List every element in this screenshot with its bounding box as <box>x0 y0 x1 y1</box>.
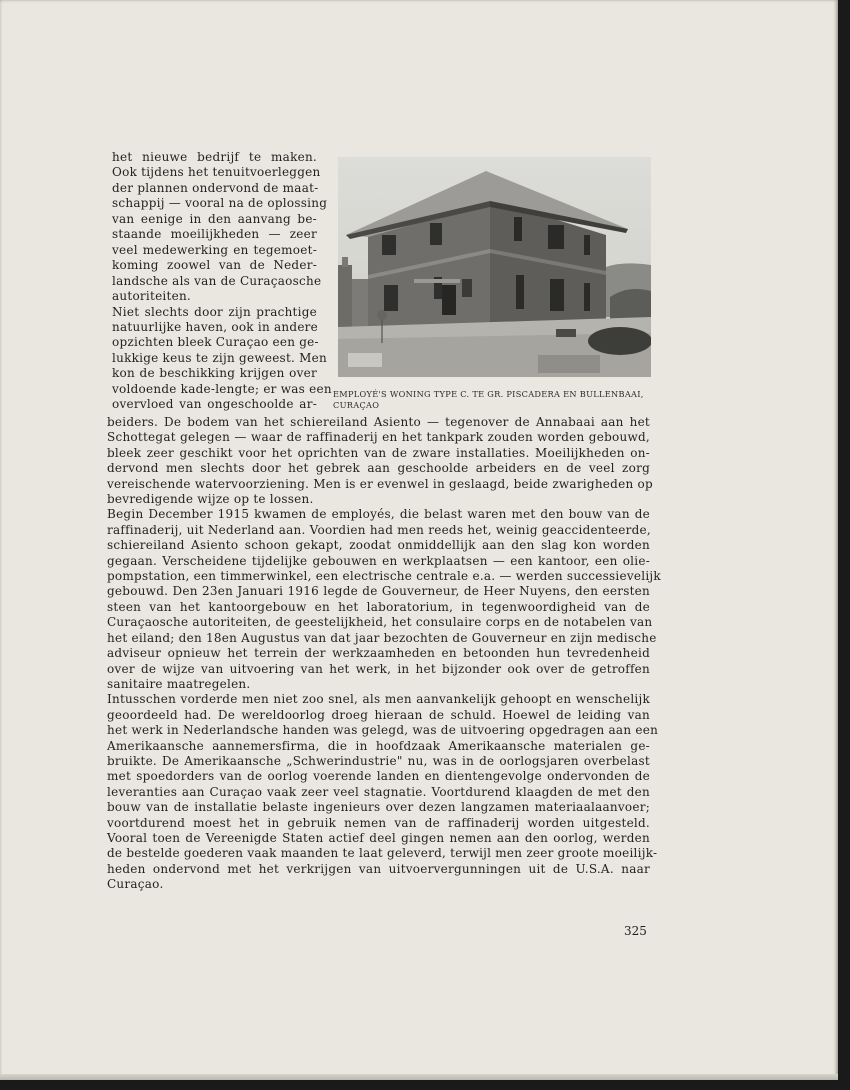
text-line: bouw van de installatie belaste ingenieurs over dezen langzamen materiaalaanvoer; <box>107 800 650 815</box>
text-line: leveranties aan Curaçao vaak zeer veel stagnatie. Voortdurend klaagden de met den <box>107 784 650 799</box>
body-paragraphs <box>107 415 661 893</box>
text-line: raffinaderij, uit Nederland aan. Voordien had men reeds het, weinig geaccidenteerde, <box>107 522 651 537</box>
text-line: beiders. De bodem van het schiereiland Asiento — tegenover de Annabaai aan het <box>107 415 650 429</box>
text-line: de bestelde goederen vaak maanden te laat geleverd, terwijl men zeer groote moeilijk- <box>107 846 658 861</box>
house-photograph <box>338 157 651 377</box>
text-line: van eenige in den aanvang be- <box>112 211 317 226</box>
text-line: bruikte. De Amerikaansche „Schwerindustrie" nu, was in de oorlogsjaren overbelast <box>107 753 650 768</box>
caption-line: EMPLOYÉ'S WONING TYPE C. TE GR. PISCADERA EN BULLENBAAI, <box>333 389 644 399</box>
photo-caption <box>333 389 653 410</box>
text-line: over de wijze van uitvoering van het werk, in het bijzonder ook over de getroffen <box>107 661 650 676</box>
text-line: koming zoowel van de Neder- <box>112 258 317 273</box>
text-line: het werk in Nederlandsche handen was gelegd, was de uitvoering opgedragen aan een <box>107 723 659 738</box>
text-line: het nieuwe bedrijf te maken. <box>112 150 317 164</box>
text-line: Ook tijdens het tenuitvoerleggen <box>112 165 321 180</box>
text-line: Begin December 1915 kwamen de employés, die belast waren met den bouw van de <box>107 507 650 522</box>
text-line: kon de beschikking krijgen over <box>112 366 317 381</box>
text-line: opzichten bleek Curaçao een ge- <box>112 335 319 350</box>
text-line: schappij — vooral na de oplossing <box>112 196 328 211</box>
text-line: bleek zeer geschikt voor het oprichten van de zware installaties. Moeilijkheden on- <box>107 445 650 460</box>
text-line: Intusschen vorderde men niet zoo snel, als men aanvankelijk gehoopt en wenschelijk <box>107 692 650 707</box>
text-line: geoordeeld had. De wereldoorlog droeg hieraan de schuld. Hoewel de leiding van <box>107 707 650 722</box>
text-line: Niet slechts door zijn prachtige <box>112 304 317 319</box>
text-line: bevredigende wijze op te lossen. <box>107 492 314 507</box>
text-line: schiereiland Asiento schoon gekapt, zoodat onmiddellijk aan den slag kon worden <box>107 538 650 553</box>
text-line: het eiland; den 18en Augustus van dat jaar bezochten de Gouverneur en zijn medische <box>107 630 657 645</box>
text-line: autoriteiten. <box>112 289 191 304</box>
text-line: dervond men slechts door het gebrek aan geschoolde arbeiders en de veel zorg <box>107 461 650 476</box>
text-line: landsche als van de Curaçaosche <box>112 273 322 288</box>
text-line: adviseur opnieuw het terrein der werkzaamheden en betoonden hun tevredenheid <box>107 646 650 661</box>
text-line: gegaan. Verscheidene tijdelijke gebouwen en werkplaatsen — een kantoor, een olie- <box>107 553 650 568</box>
text-line: Curaçaosche autoriteiten, de geestelijkheid, het consulaire corps en de notabelen van <box>107 615 653 630</box>
text-line: Curaçao. <box>107 877 164 892</box>
text-line: Schottegat gelegen — waar de raffinaderij en het tankpark zouden worden gebouwd, <box>107 430 650 445</box>
text-line: met spoedorders van de oorlog voerende landen en dientengevolge ondervonden de <box>107 769 650 784</box>
text-line: voldoende kade-lengte; er was een <box>112 381 332 396</box>
text-line: staande moeilijkheden — zeer <box>112 227 317 242</box>
text-line: overvloed van ongeschoolde ar- <box>112 397 317 412</box>
text-line: Vooral toen de Vereenigde Staten actief deel gingen nemen aan den oorlog, werden <box>107 830 650 845</box>
text-line: vereischende watervoorziening. Men is er evenwel in geslaagd, beide zwarigheden op <box>107 476 653 491</box>
caption-line: CURAÇAO <box>333 399 380 410</box>
text-line: natuurlijke haven, ook in andere <box>112 319 319 334</box>
text-line: sanitaire maatregelen. <box>107 676 251 691</box>
text-line: heden ondervond met het verkrijgen van uitvoervergunningen uit de U.S.A. naar <box>107 861 650 876</box>
house-image <box>338 157 651 377</box>
text-line: veel medewerking en tegemoet- <box>112 242 317 257</box>
text-line: lukkige keus te zijn geweest. Men <box>112 350 328 365</box>
text-line: der plannen ondervond de maat- <box>112 180 319 195</box>
text-line: voortdurend moest het in gebruik nemen van de raffinaderij worden uitgesteld. <box>107 815 650 830</box>
text-line: Amerikaansche aannemersfirma, die in hoofdzaak Amerikaansche materialen ge- <box>107 738 650 753</box>
page-number: 325 <box>624 924 647 938</box>
text-line: gebouwd. Den 23en Januari 1916 legde de Gouverneur, de Heer Nuyens, den eersten <box>107 584 650 599</box>
text-line: pompstation, een timmerwinkel, een electrische centrale e.a. — werden successievelijk <box>107 569 661 584</box>
text-line: steen van het kantoorgebouw en het laboratorium, in tegenwoordigheid van de <box>107 599 650 614</box>
